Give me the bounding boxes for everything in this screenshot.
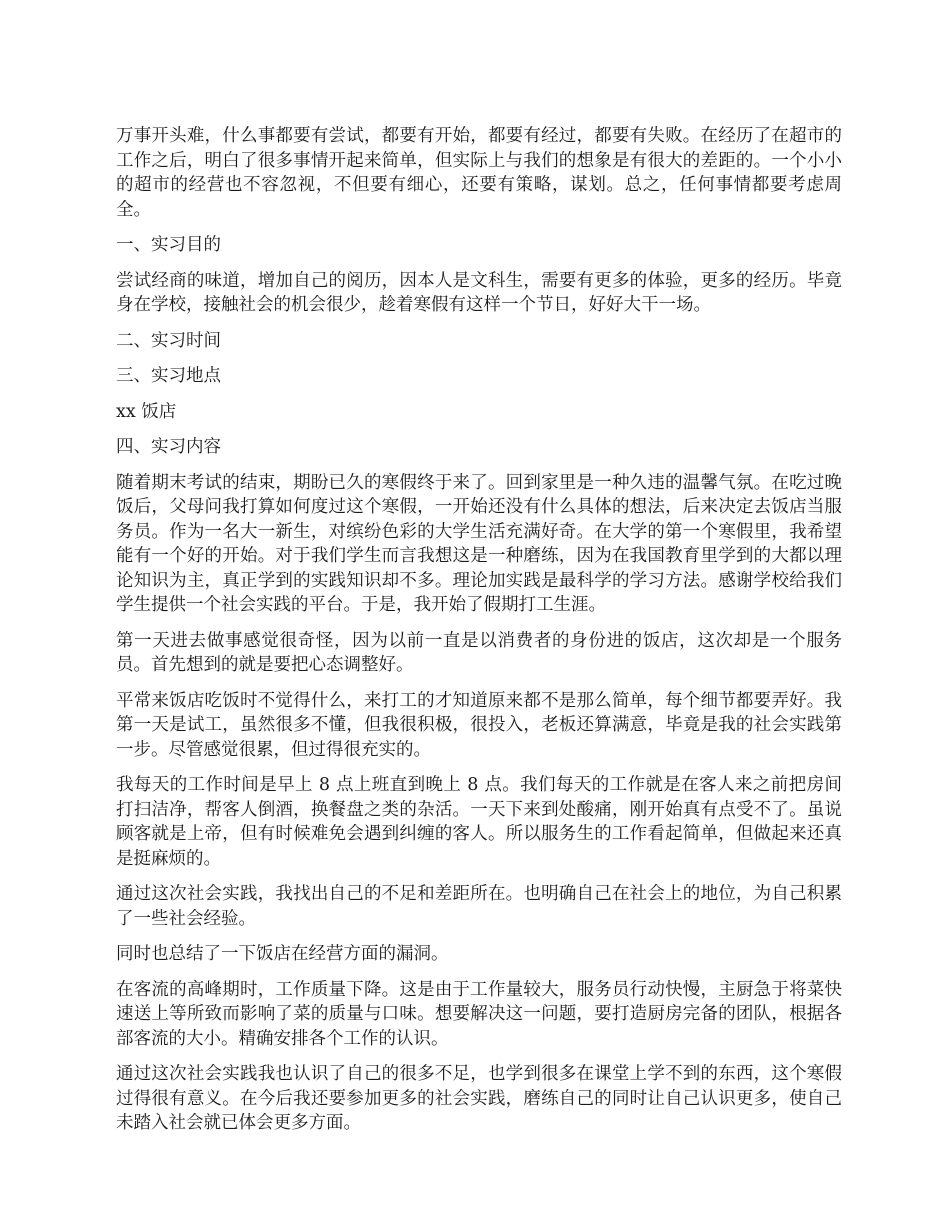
section-heading-content: 四、实习内容 [116,437,221,457]
content-paragraph-5: 通过这次社会实践，我找出自己的不足和差距所在。也明确自己在社会上的地位，为自己积累了一些社会经验。 [116,884,842,929]
content-paragraph-6: 同时也总结了一下饭店在经营方面的漏洞。 [116,944,449,964]
content-paragraph-3: 平常来饭店吃饭时不觉得什么，来打工的才知道原来都不是那么简单，每个细节都要弄好。我第一天是试工，虽然很多不懂，但我很积极，很投入，老板还算满意，毕竟是我的社会实践第一步。尽管感觉很累，但过得很充实的。 [116,690,842,760]
content-paragraph-1: 随着期末考试的结束，期盼已久的寒假终于来了。回到家里是一种久违的温馨气氛。在吃过晚饭后，父母问我打算如何度过这个寒假，一开始还没有什么具体的想法，后来决定去饭店当服务员。作为一名大一新生，对缤纷色彩的大学生活充满好奇。在大学的第一个寒假里，我希望能有一个好的开始。对于我们学生而言我想这是一种磨练，因为在我国教育里学到的大都以理论知识为主，真正学到的实践知识却不多。理论加实践是最科学的学习方法。感谢学校给我们学生提供一个社会实践的平台。于是，我开始了假期打工生涯。 [116,472,842,615]
conclusion-paragraph: 通过这次社会实践我也认识了自己的很多不足，也学到很多在课堂上学不到的东西，这个寒假过得很有意义。在今后我还要参加更多的社会实践，磨练自己的同时让自己认识更多，使自己未踏入社会就已体会更多方面。 [116,1064,842,1133]
purpose-paragraph: 尝试经商的味道，增加自己的阅历，因本人是文科生，需要有更多的体验，更多的经历。毕竟身在学校，接触社会的机会很少，趁着寒假有这样一个节日，好好大干一场。 [116,270,842,315]
document-body [116,124,842,1147]
section-heading-purpose: 一、实习目的 [116,235,221,255]
content-paragraph-2: 第一天进去做事感觉很奇怪，因为以前一直是以消费者的身份进的饭店，这次却是一个服务员。首先想到的就是要把心态调整好。 [116,630,842,675]
content-paragraph-4: 我每天的工作时间是早上 8 点上班直到晚上 8 点。我们每天的工作就是在客人来之前把房间打扫洁净，帮客人倒酒，换餐盘之类的杂活。一天下来到处酸痛，刚开始真有点受不了。虽说顾客就是上帝，但有时候难免会遇到纠缠的客人。所以服务生的工作看起简单，但做起来还真是挺麻烦的。 [116,775,842,869]
location-paragraph: xx 饭店 [116,401,177,422]
content-paragraph-7: 在客流的高峰期时，工作质量下降。这是由于工作量较大，服务员行动快慢，主厨急于将菜快速送上等所致而影响了菜的质量与口味。想要解决这一问题，要打造厨房完备的团队，根据各部客流的大小。精确安排各个工作的认识。 [116,979,842,1049]
intro-paragraph: 万事开头难，什么事都要有尝试，都要有开始，都要有经过，都要有失败。在经历了在超市的工作之后，明白了很多事情开起来简单，但实际上与我们的想象是有很大的差距的。一个小小的超市的经营也不容忽视，不但要有细心，还要有策略，谋划。总之，任何事情都要考虑周全。 [116,126,842,220]
section-heading-time: 二、实习时间 [116,330,221,351]
section-heading-location: 三、实习地点 [116,366,221,386]
